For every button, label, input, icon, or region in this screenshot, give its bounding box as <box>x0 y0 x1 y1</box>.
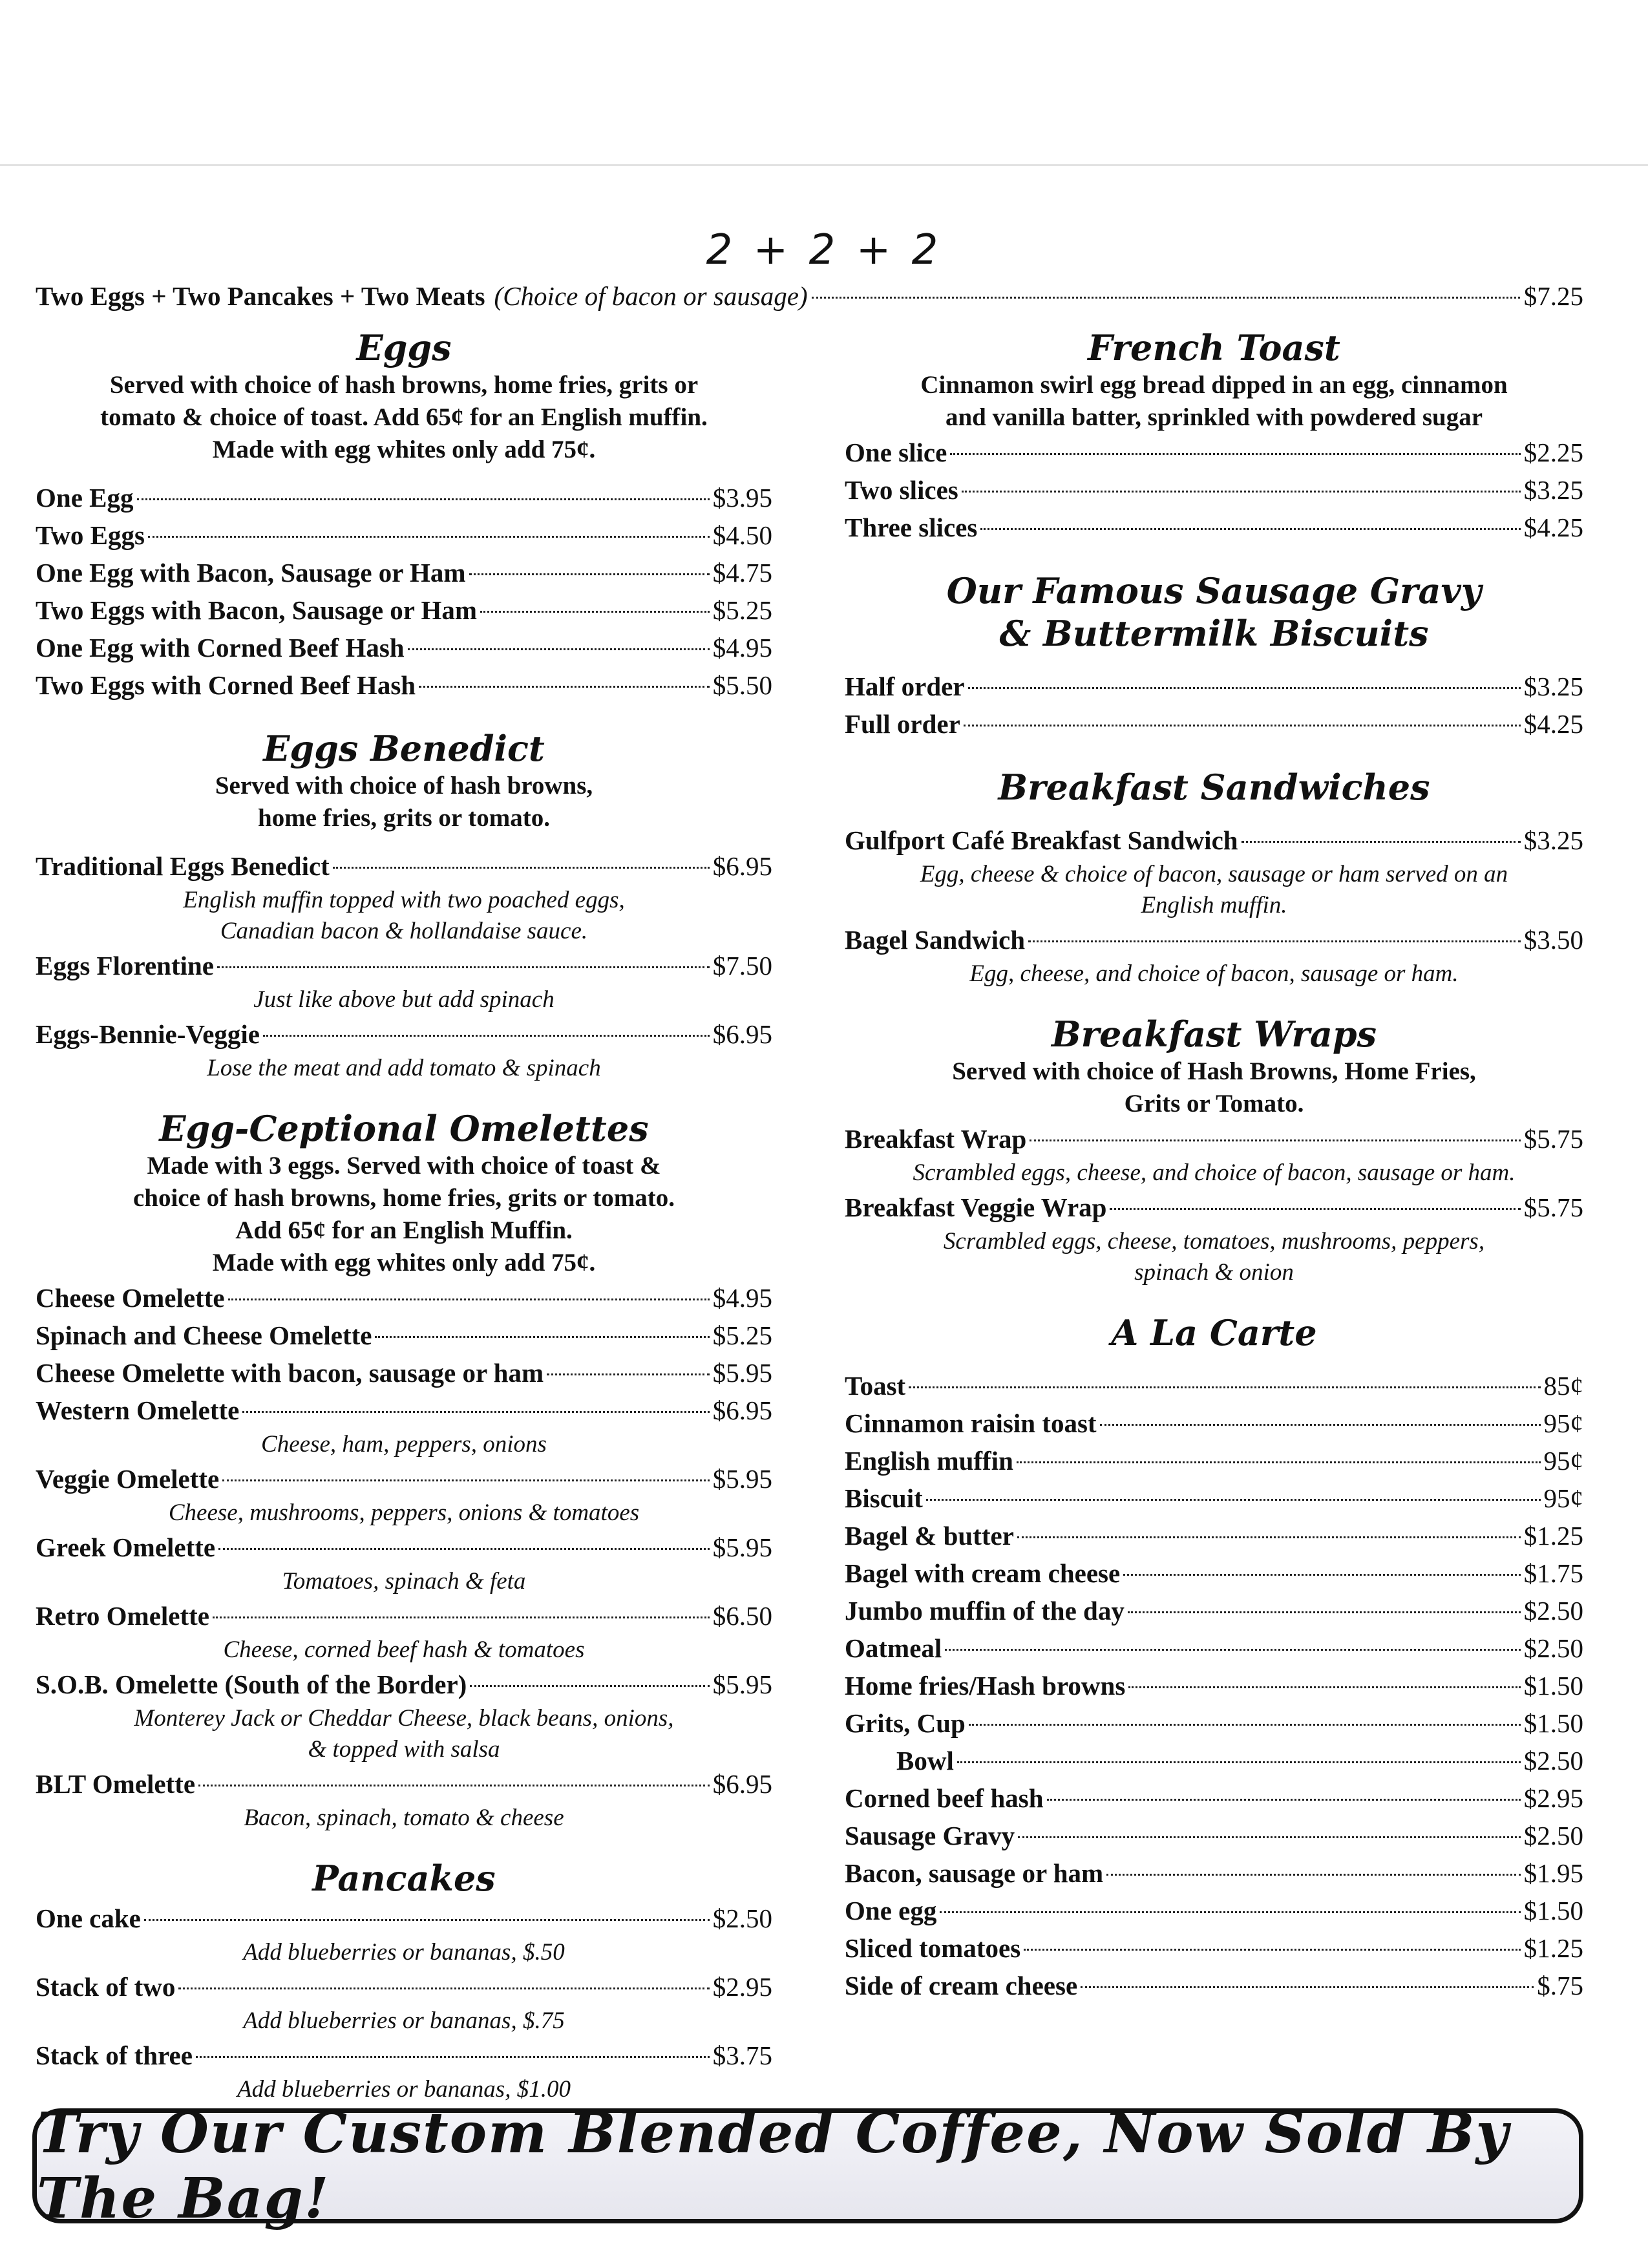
menu-list <box>36 847 772 1084</box>
item-name: Sausage Gravy <box>845 1821 1015 1850</box>
desc-line: Served with choice of hash browns, <box>215 772 593 800</box>
item-price: $4.50 <box>712 520 772 550</box>
desc-line: Made with egg whites only add 75¢. <box>212 1249 596 1277</box>
item-price: $6.95 <box>712 851 772 881</box>
menu-item <box>36 1597 772 1635</box>
item-price: $1.25 <box>1523 1933 1583 1963</box>
menu-item <box>845 1554 1583 1592</box>
item-price: $7.50 <box>712 951 772 980</box>
section-title: Our Famous Sausage Gravy <box>946 570 1482 611</box>
item-price: $6.50 <box>712 1601 772 1631</box>
coffee-banner <box>32 2101 1583 2231</box>
menu-item <box>845 921 1583 959</box>
item-description: Add blueberries or bananas, $1.00 <box>237 2076 571 2103</box>
menu-item <box>845 1189 1583 1226</box>
leader-dots <box>218 1548 710 1550</box>
menu-item <box>845 1367 1583 1404</box>
item-name: Bowl <box>896 1746 954 1775</box>
item-name: Retro Omelette <box>36 1601 210 1631</box>
item-price: $3.50 <box>1523 925 1583 955</box>
item-name: Full order <box>845 709 960 739</box>
menu-list <box>845 434 1583 546</box>
item-name: Cinnamon raisin toast <box>845 1408 1097 1438</box>
leader-dots <box>375 1336 709 1338</box>
item-price: $5.50 <box>712 670 772 700</box>
right-column <box>845 326 1583 2004</box>
leader-dots <box>1024 1949 1521 1951</box>
leader-dots <box>222 1479 710 1481</box>
section-title: Breakfast Wraps <box>1051 1013 1377 1055</box>
leader-dots <box>1123 1574 1521 1576</box>
item-price: $5.25 <box>712 595 772 625</box>
desc-line: home fries, grits or tomato. <box>258 804 550 832</box>
combo-price: $7.25 <box>1523 281 1583 311</box>
menu-item <box>36 2037 772 2074</box>
item-name: Bagel & butter <box>845 1521 1014 1551</box>
menu-item <box>36 479 772 516</box>
leader-dots <box>812 297 1520 299</box>
leader-dots <box>419 686 710 688</box>
leader-dots <box>957 1761 1521 1763</box>
leader-dots <box>228 1298 710 1300</box>
leader-dots <box>408 648 710 650</box>
item-price: $4.75 <box>712 558 772 588</box>
combo-title: 2 + 2 + 2 <box>706 226 942 274</box>
leader-dots <box>940 1911 1520 1913</box>
item-name: One slice <box>845 438 947 467</box>
item-name: Eggs-Bennie-Veggie <box>36 1019 260 1049</box>
item-price: $4.25 <box>1523 709 1583 739</box>
menu-item <box>845 1404 1583 1442</box>
item-name: Stack of three <box>36 2040 193 2070</box>
section-title: Eggs Benedict <box>263 728 545 769</box>
leader-dots <box>263 1035 710 1037</box>
menu-list <box>845 668 1583 743</box>
menu-item <box>36 1279 772 1317</box>
menu-item <box>845 821 1583 859</box>
item-name: Toast <box>845 1371 906 1401</box>
gravy-section <box>845 569 1583 743</box>
leader-dots <box>547 1373 710 1375</box>
item-price: $6.95 <box>712 1019 772 1049</box>
item-name: Home fries/Hash browns <box>845 1671 1126 1701</box>
item-price: 95¢ <box>1543 1483 1583 1513</box>
menu-item <box>845 1704 1583 1742</box>
menu-item <box>36 847 772 885</box>
leader-dots <box>1128 1611 1521 1613</box>
a-la-carte-section <box>845 1311 1583 2004</box>
benedict-section <box>36 727 772 1084</box>
item-price: $4.95 <box>712 1283 772 1313</box>
menu-list <box>36 1279 772 1834</box>
leader-dots <box>968 687 1521 689</box>
item-name: Breakfast Wrap <box>845 1124 1027 1154</box>
item-name: English muffin <box>845 1446 1013 1476</box>
item-name: Biscuit <box>845 1483 923 1513</box>
item-description: Canadian bacon & hollandaise sauce. <box>220 918 588 944</box>
item-description: English muffin. <box>1141 892 1287 918</box>
leader-dots <box>1017 1536 1521 1538</box>
menu-item <box>845 1892 1583 1929</box>
leader-dots <box>945 1649 1520 1651</box>
leader-dots <box>178 1987 709 1989</box>
item-price: $1.50 <box>1523 1671 1583 1701</box>
leader-dots <box>1028 940 1521 942</box>
leader-dots <box>196 2056 710 2058</box>
menu-item <box>845 1120 1583 1158</box>
item-name: Two Eggs <box>36 520 145 550</box>
desc-line: choice of hash browns, home fries, grits or tomato. <box>132 1184 675 1212</box>
menu-list <box>36 1900 772 2105</box>
leader-dots <box>217 966 710 968</box>
item-description: English muffin topped with two poached eggs, <box>183 887 625 913</box>
menu-item <box>36 1529 772 1566</box>
menu-item <box>36 1765 772 1803</box>
item-name: Breakfast Veggie Wrap <box>845 1192 1107 1222</box>
wraps-section <box>845 1013 1583 1288</box>
item-name: Western Omelette <box>36 1395 240 1425</box>
desc-line: Grits or Tomato. <box>1124 1090 1304 1118</box>
leader-dots <box>1110 1208 1520 1210</box>
item-price: $2.50 <box>1523 1746 1583 1775</box>
section-description <box>845 369 1583 434</box>
item-price: $1.50 <box>1523 1896 1583 1925</box>
menu-item <box>36 1015 772 1053</box>
item-description: Tomatoes, spinach & feta <box>282 1568 526 1595</box>
desc-line: Served with choice of Hash Browns, Home Fries, <box>952 1057 1476 1085</box>
item-description: Egg, cheese, and choice of bacon, sausage or ham. <box>969 960 1459 987</box>
menu-item <box>36 1354 772 1392</box>
item-name: Bagel with cream cheese <box>845 1558 1121 1588</box>
menu-item <box>36 1392 772 1429</box>
item-name: Gulfport Café Breakfast Sandwich <box>845 825 1238 855</box>
item-name: Grits, Cup <box>845 1708 966 1738</box>
combo-item: Two Eggs + Two Pancakes + Two Meats <box>36 281 485 311</box>
item-description: Cheese, mushrooms, peppers, onions & tomatoes <box>168 1500 640 1526</box>
menu-item <box>845 1742 1583 1779</box>
leader-dots <box>144 1919 710 1921</box>
item-name: Half order <box>845 672 965 701</box>
top-divider <box>0 164 1648 166</box>
leader-dots <box>470 1685 709 1687</box>
menu-item <box>36 666 772 704</box>
item-name: Traditional Eggs Benedict <box>36 851 330 881</box>
item-price: $2.25 <box>1523 438 1583 467</box>
item-name: One Egg <box>36 483 134 513</box>
section-description <box>36 770 772 834</box>
item-name: Veggie Omelette <box>36 1464 220 1494</box>
item-name: Greek Omelette <box>36 1532 216 1562</box>
item-price: $2.50 <box>1523 1596 1583 1626</box>
menu-item <box>845 1517 1583 1554</box>
menu-list <box>845 1367 1583 2004</box>
desc-line: Add 65¢ for an English Muffin. <box>235 1216 573 1244</box>
item-description: Scrambled eggs, cheese, tomatoes, mushrooms, peppers, <box>943 1228 1485 1255</box>
item-price: $1.50 <box>1523 1708 1583 1738</box>
item-price: $1.75 <box>1523 1558 1583 1588</box>
eggs-section <box>36 326 772 704</box>
item-price: $5.75 <box>1523 1124 1583 1154</box>
section-description <box>36 369 772 466</box>
item-name: Oatmeal <box>845 1633 942 1663</box>
leader-dots <box>950 453 1520 455</box>
menu-item <box>36 1900 772 1937</box>
banner-text: Try Our Custom Blended Coffee, Now Sold By The Bag! <box>37 2101 1510 2231</box>
item-price: $2.95 <box>712 1972 772 2002</box>
item-description: Just like above but add spinach <box>253 986 555 1013</box>
leader-dots <box>1100 1424 1541 1426</box>
menu-item <box>845 1967 1583 2004</box>
item-price: 95¢ <box>1543 1446 1583 1476</box>
leader-dots <box>480 611 710 613</box>
item-description: & topped with salsa <box>308 1736 500 1763</box>
section-title: Eggs <box>356 327 452 368</box>
item-name: One cake <box>36 1903 141 1933</box>
menu-item <box>36 516 772 554</box>
item-price: $3.25 <box>1523 475 1583 505</box>
menu-item <box>845 668 1583 705</box>
leader-dots <box>980 528 1520 530</box>
item-price: $6.95 <box>712 1769 772 1799</box>
menu-item <box>845 1592 1583 1629</box>
section-description <box>36 1150 772 1279</box>
item-price: $3.75 <box>712 2040 772 2070</box>
menu-list <box>845 1120 1583 1288</box>
item-price: 85¢ <box>1543 1371 1583 1401</box>
item-name: Eggs Florentine <box>36 951 214 980</box>
item-name: Two slices <box>845 475 958 505</box>
item-price: $5.25 <box>712 1320 772 1350</box>
leader-dots <box>242 1411 709 1413</box>
menu-item <box>845 509 1583 546</box>
menu-item <box>845 434 1583 471</box>
item-price: $4.25 <box>1523 513 1583 542</box>
item-name: S.O.B. Omelette (South of the Border) <box>36 1669 467 1699</box>
item-description: Scrambled eggs, cheese, and choice of bacon, sausage or ham. <box>913 1160 1516 1186</box>
leader-dots <box>137 498 710 500</box>
desc-line: and vanilla batter, sprinkled with powdered sugar <box>945 403 1483 431</box>
item-description: Cheese, ham, peppers, onions <box>261 1431 547 1457</box>
item-name: One Egg with Bacon, Sausage or Ham <box>36 558 466 588</box>
menu-item <box>845 1479 1583 1517</box>
item-price: 95¢ <box>1543 1408 1583 1438</box>
menu-item <box>845 705 1583 743</box>
menu-item <box>845 471 1583 509</box>
menu-item <box>36 591 772 629</box>
item-price: $3.25 <box>1523 825 1583 855</box>
menu-item <box>845 1854 1583 1892</box>
leader-dots <box>1106 1874 1521 1876</box>
item-price: $2.50 <box>1523 1821 1583 1850</box>
item-description: Lose the meat and add tomato & spinach <box>207 1055 601 1081</box>
item-name: Stack of two <box>36 1972 176 2002</box>
section-title: Egg-Ceptional Omelettes <box>159 1108 649 1149</box>
item-price: $2.50 <box>712 1903 772 1933</box>
leader-dots <box>333 867 710 869</box>
sandwiches-section <box>845 766 1583 990</box>
leader-dots <box>926 1499 1541 1501</box>
item-price: $5.75 <box>1523 1192 1583 1222</box>
leader-dots <box>1017 1461 1541 1463</box>
menu-list <box>36 479 772 704</box>
menu-item <box>845 1929 1583 1967</box>
item-price: $.75 <box>1537 1971 1583 2000</box>
item-price: $4.95 <box>712 633 772 662</box>
leader-dots <box>962 491 1521 493</box>
desc-line: tomato & choice of toast. Add 65¢ for an English muffin. <box>100 403 708 431</box>
leader-dots <box>148 536 710 538</box>
section-title: French Toast <box>1088 327 1340 368</box>
menu-list <box>845 821 1583 990</box>
desc-line: Served with choice of hash browns, home fries, grits or <box>109 371 699 399</box>
menu-item <box>845 1667 1583 1704</box>
item-price: $1.95 <box>1523 1858 1583 1888</box>
desc-line: Cinnamon swirl egg bread dipped in an egg, cinnamon <box>920 371 1508 399</box>
menu-item <box>845 1817 1583 1854</box>
item-name: BLT Omelette <box>36 1769 196 1799</box>
item-name: Jumbo muffin of the day <box>845 1596 1125 1626</box>
item-name: Cheese Omelette <box>36 1283 225 1313</box>
leader-dots <box>1047 1799 1521 1801</box>
item-price: $5.95 <box>712 1669 772 1699</box>
item-name: One Egg with Corned Beef Hash <box>36 633 405 662</box>
leader-dots <box>969 1724 1521 1726</box>
item-price: $2.95 <box>1523 1783 1583 1813</box>
item-name: Spinach and Cheese Omelette <box>36 1320 372 1350</box>
leader-dots <box>1030 1139 1520 1141</box>
item-price: $5.95 <box>712 1464 772 1494</box>
item-description: spinach & onion <box>1134 1259 1294 1286</box>
item-price: $2.50 <box>1523 1633 1583 1663</box>
item-name: Sliced tomatoes <box>845 1933 1021 1963</box>
item-price: $1.25 <box>1523 1521 1583 1551</box>
menu-item <box>36 947 772 984</box>
leader-dots <box>964 725 1521 726</box>
item-price: $6.95 <box>712 1395 772 1425</box>
leader-dots <box>1018 1836 1521 1838</box>
leader-dots <box>1081 1986 1534 1988</box>
item-name: Two Eggs with Bacon, Sausage or Ham <box>36 595 478 625</box>
menu-item <box>845 1442 1583 1479</box>
section-title: A La Carte <box>1111 1312 1317 1353</box>
menu-item <box>36 1317 772 1354</box>
item-description: Add blueberries or bananas, $.50 <box>243 1939 565 1966</box>
menu-item <box>36 629 772 666</box>
item-price: $5.95 <box>712 1532 772 1562</box>
item-name: Bagel Sandwich <box>845 925 1026 955</box>
section-title: Pancakes <box>312 1858 496 1899</box>
menu-item <box>845 1779 1583 1817</box>
leader-dots <box>1128 1686 1520 1688</box>
item-price: $5.95 <box>712 1358 772 1388</box>
leader-dots <box>198 1785 710 1786</box>
item-description: Bacon, spinach, tomato & cheese <box>244 1805 564 1831</box>
desc-line: Made with egg whites only add 75¢. <box>212 436 596 463</box>
menu-item <box>36 1968 772 2006</box>
menu-item <box>36 554 772 591</box>
french-toast-section <box>845 326 1583 546</box>
pancakes-section <box>36 1857 772 2105</box>
item-description: Cheese, corned beef hash & tomatoes <box>223 1637 585 1663</box>
item-description: Monterey Jack or Cheddar Cheese, black beans, onions, <box>134 1705 674 1732</box>
item-name: Two Eggs with Corned Beef Hash <box>36 670 416 700</box>
item-price: $3.25 <box>1523 672 1583 701</box>
menu-item <box>36 1666 772 1703</box>
menu-item <box>845 1629 1583 1667</box>
combo-note: (Choice of bacon or sausage) <box>494 281 808 311</box>
desc-line: Made with 3 eggs. Served with choice of toast & <box>147 1152 661 1180</box>
omelettes-section <box>36 1107 772 1834</box>
item-name: Bacon, sausage or ham <box>845 1858 1104 1888</box>
item-name: Three slices <box>845 513 978 542</box>
item-name: Side of cream cheese <box>845 1971 1078 2000</box>
section-description <box>845 1055 1583 1120</box>
left-column <box>36 326 772 2105</box>
section-title: Breakfast Sandwiches <box>998 767 1430 808</box>
leader-dots <box>909 1386 1540 1388</box>
item-description: Egg, cheese & choice of bacon, sausage or ham served on an <box>920 861 1508 887</box>
item-description: Add blueberries or bananas, $.75 <box>243 2008 565 2034</box>
leader-dots <box>1241 841 1521 843</box>
item-name: One egg <box>845 1896 937 1925</box>
item-name: Corned beef hash <box>845 1783 1044 1813</box>
leader-dots <box>213 1616 710 1618</box>
section-title: & Buttermilk Biscuits <box>999 613 1429 654</box>
combo-row <box>36 281 1583 312</box>
item-price: $3.95 <box>712 483 772 513</box>
menu-item <box>36 1460 772 1498</box>
item-name: Cheese Omelette with bacon, sausage or ham <box>36 1358 544 1388</box>
leader-dots <box>469 573 710 575</box>
